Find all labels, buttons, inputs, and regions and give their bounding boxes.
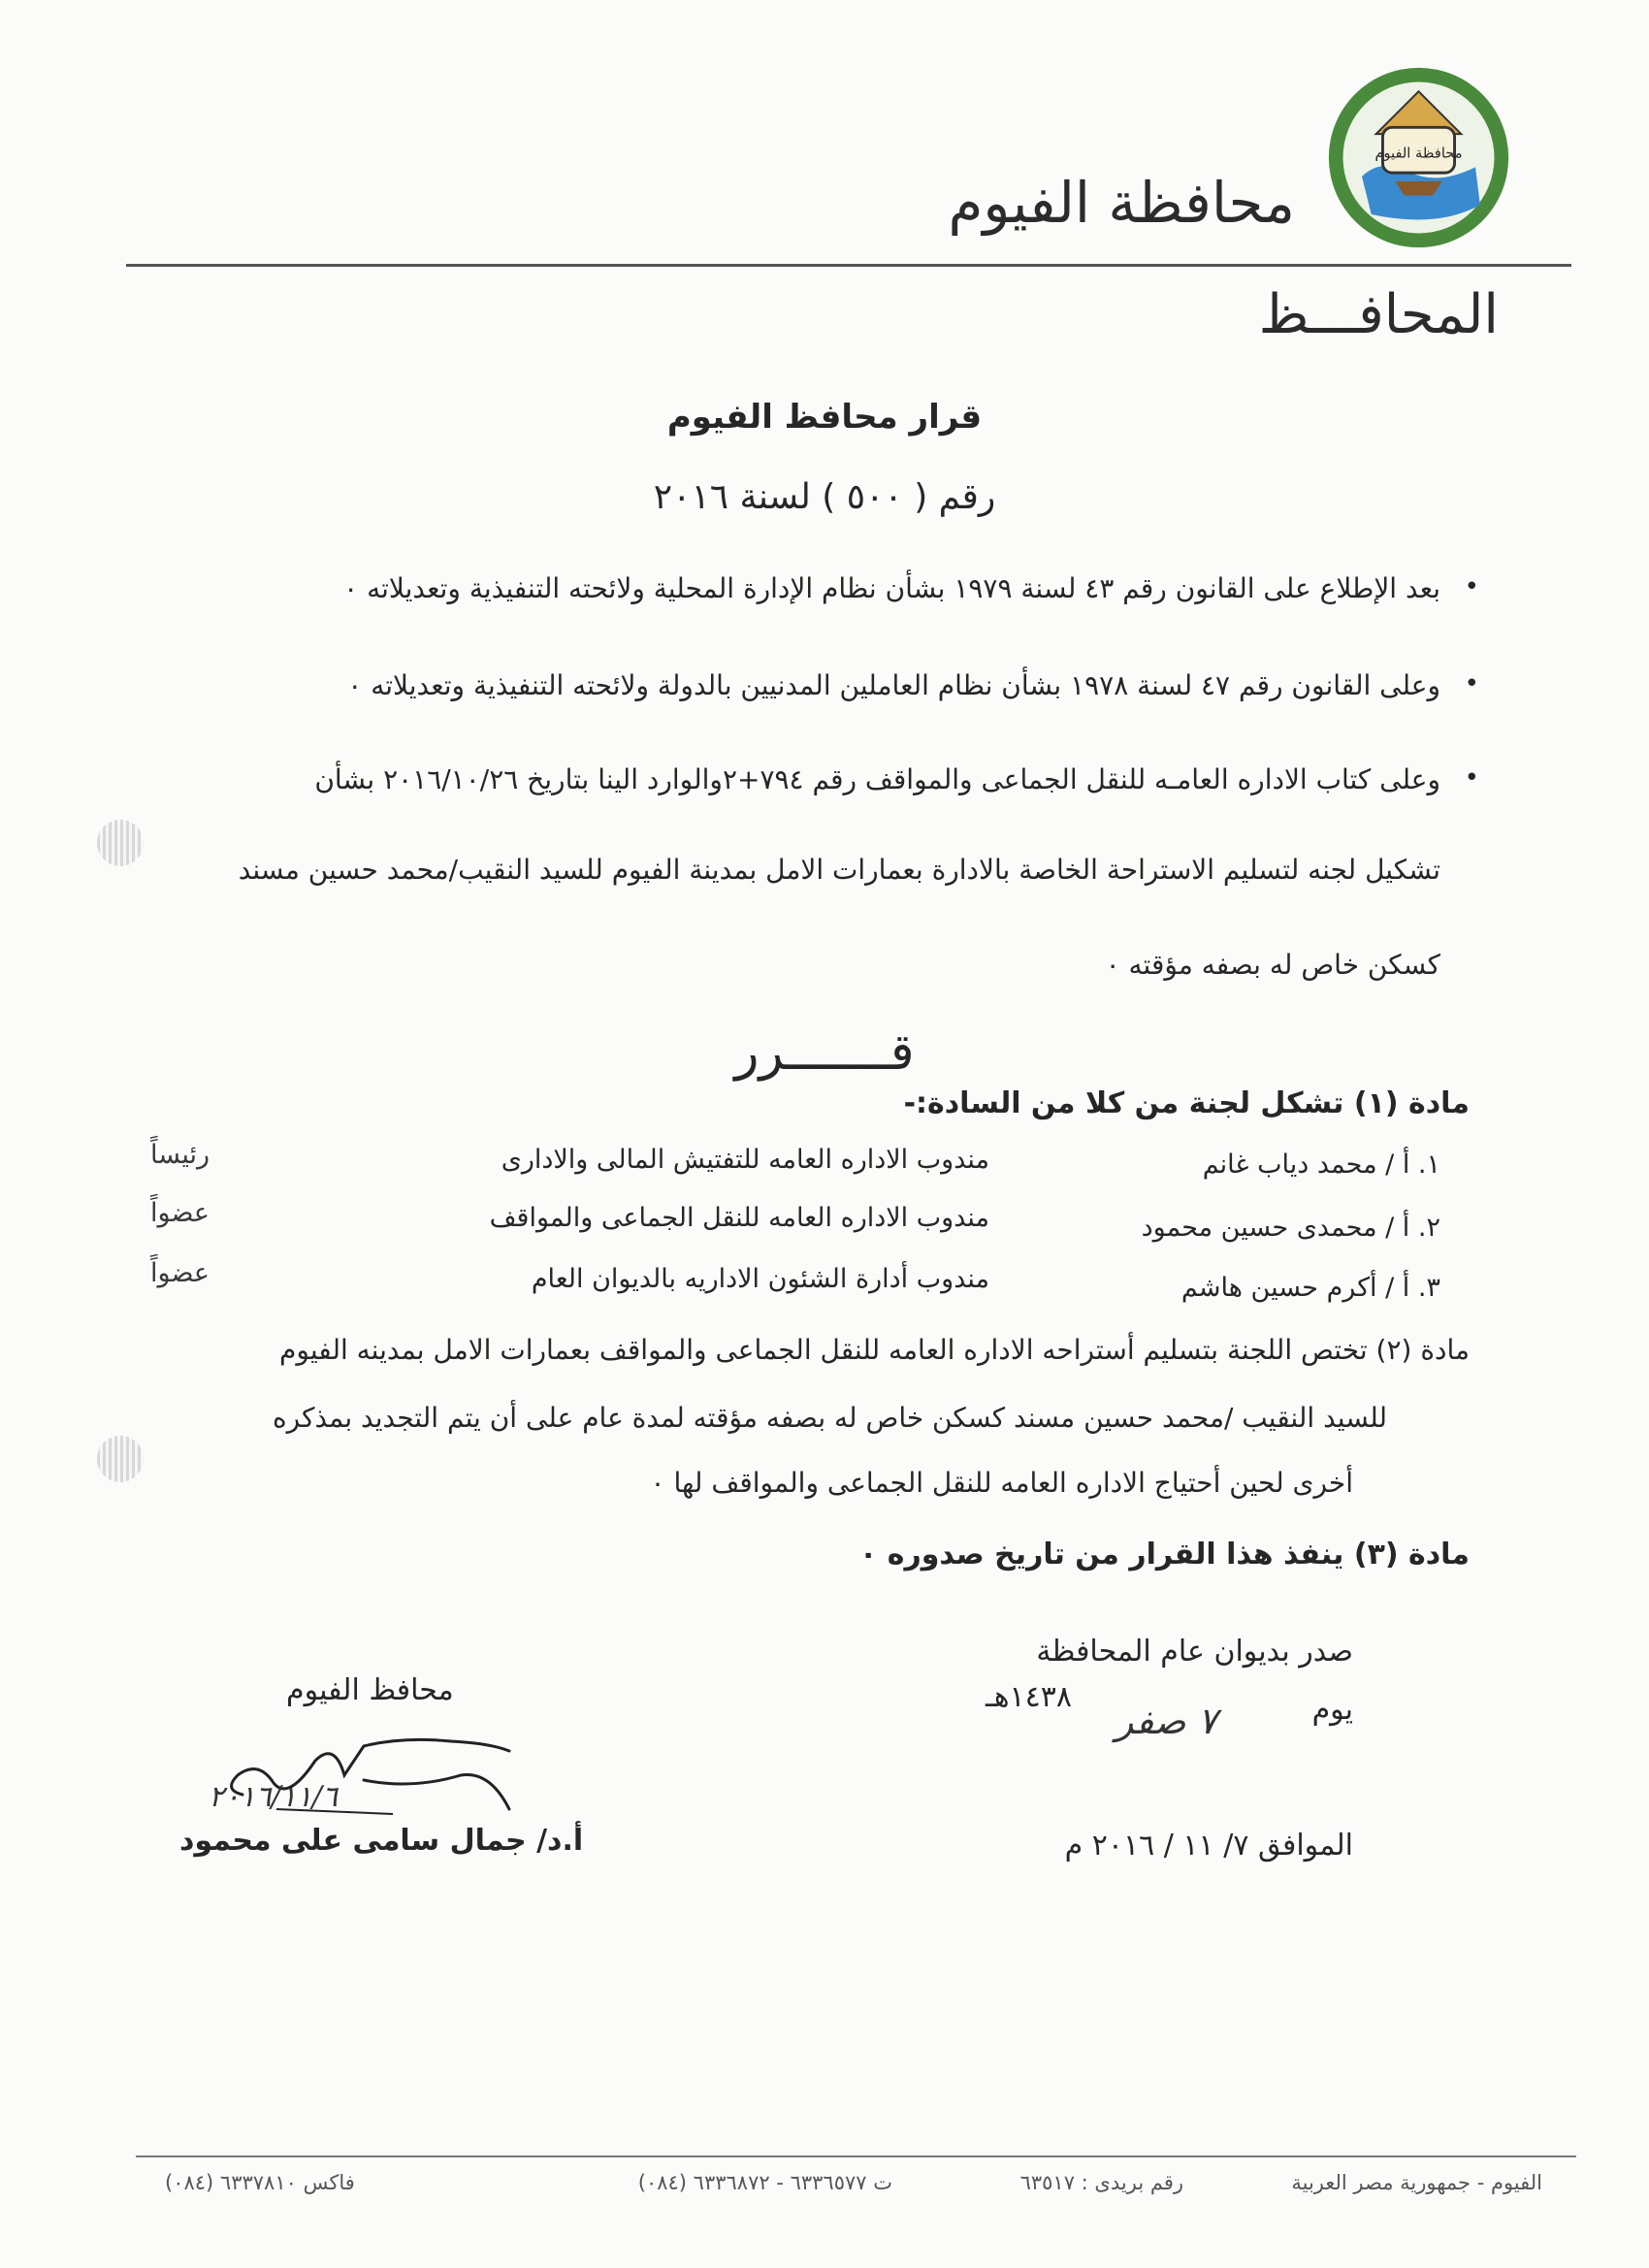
preamble-continuation: تشكيل لجنه لتسليم الاستراحة الخاصة بالادارة بعمارات الامل بمدينة الفيوم للسيد النقيب/محمد حسين مسند <box>238 854 1440 886</box>
member-rank: عضواً <box>150 1198 210 1228</box>
member-role: مندوب الاداره العامه للنقل الجماعى والمواقف <box>489 1203 989 1233</box>
article-2-line: أخرى لحين أحتياج الاداره العامه للنقل الجماعى والمواقف لها ٠ <box>650 1467 1353 1499</box>
bullet-icon: • <box>1464 572 1479 601</box>
footer-address: الفيوم - جمهورية مصر العربية <box>1291 2171 1542 2194</box>
article-3: مادة (٣) ينفذ هذا القرار من تاريخ صدوره ٠ <box>859 1538 1470 1571</box>
decision-heading: قـــــــرر <box>734 1023 915 1082</box>
preamble-clause <box>314 763 1479 795</box>
article-1: مادة (١) تشكل لجنة من كلا من السادة:- <box>903 1086 1470 1120</box>
member-name: ٣. أ / أكرم حسين هاشم <box>1180 1273 1440 1303</box>
preamble-text: بعد الإطلاع على القانون رقم ٤٣ لسنة ١٩٧٩ بشأن نظام الإدارة المحلية ولائحته التنفيذية وتعديلاته ٠ <box>343 572 1440 604</box>
preamble-clause <box>343 572 1479 604</box>
hijri-day-handwritten: ٧ صفر <box>1116 1700 1217 1742</box>
preamble-text: وعلى كتاب الاداره العامـه للنقل الجماعى والمواقف رقم ٧٩٤+٢والوارد الينا بتاريخ ٢٠١٦/١٠/٢٦ بشأن <box>314 763 1440 795</box>
office-title: المحافـــظ <box>1258 283 1499 346</box>
decree-number: رقم ( ٥٠٠ ) لسنة ٢٠١٦ <box>653 477 996 517</box>
member-role: مندوب الاداره العامه للتفتيش المالى والادارى <box>501 1145 989 1175</box>
punch-hole-mark <box>97 1436 144 1482</box>
preamble-clause <box>347 669 1479 701</box>
member-rank: عضواً <box>150 1258 210 1288</box>
signatory-name: أ.د/ جمال سامى على محمود <box>179 1824 584 1858</box>
bullet-icon: • <box>1464 763 1479 793</box>
bullet-icon: • <box>1464 669 1479 698</box>
member-role: مندوب أدارة الشئون الاداريه بالديوان العام <box>531 1264 989 1294</box>
footer-divider <box>136 2155 1576 2157</box>
preamble-text: وعلى القانون رقم ٤٧ لسنة ١٩٧٨ بشأن نظام العاملين المدنيين بالدولة ولائحته التنفيذية وتعديلاته ٠ <box>347 669 1440 701</box>
article-2-line: مادة (٢) تختص اللجنة بتسليم أستراحه الاداره العامه للنقل الجماعى والمواقف بعمارات الامل بمدينه الفيوم <box>279 1334 1470 1366</box>
preamble-continuation: كسكن خاص له بصفه مؤقته ٠ <box>1105 949 1440 981</box>
article-2-line: للسيد النقيب /محمد حسين مسند كسكن خاص له بصفه مؤقته لمدة عام على أن يتم التجديد بمذكره <box>273 1402 1387 1434</box>
member-rank: رئيساً <box>150 1140 210 1170</box>
governorate-name: محافظة الفيوم <box>948 170 1295 236</box>
footer-fax: فاكس ٦٣٣٧٨١٠ (٠٨٤) <box>165 2171 355 2194</box>
fayoum-governorate-logo <box>1324 63 1513 252</box>
header-divider <box>126 264 1571 267</box>
gregorian-date: الموافق ٧/ ١١ / ٢٠١٦ م <box>1064 1829 1353 1863</box>
signature-date-handwritten: ٢٠١٦/١١/٦ <box>209 1780 339 1814</box>
footer-postal: رقم بريدى : ٦٣٥١٧ <box>1019 2171 1183 2194</box>
hijri-year: ١٤٣٨هـ <box>985 1680 1072 1714</box>
logo-text: محافظة الفيوم <box>1374 145 1463 162</box>
issued-at: صدر بديوان عام المحافظة <box>1036 1635 1353 1669</box>
signatory-title: محافظ الفيوم <box>286 1673 454 1707</box>
punch-hole-mark <box>97 820 144 866</box>
issued-day-label: يوم <box>1311 1693 1353 1727</box>
member-name: ٢. أ / محمدى حسين محمود <box>1141 1213 1440 1243</box>
decree-title: قرار محافظ الفيوم <box>666 398 983 437</box>
footer-phones: ت ٦٣٣٦٥٧٧ - ٦٣٣٦٨٧٢ (٠٨٤) <box>637 2171 892 2194</box>
member-name: ١. أ / محمد دياب غانم <box>1202 1150 1440 1180</box>
